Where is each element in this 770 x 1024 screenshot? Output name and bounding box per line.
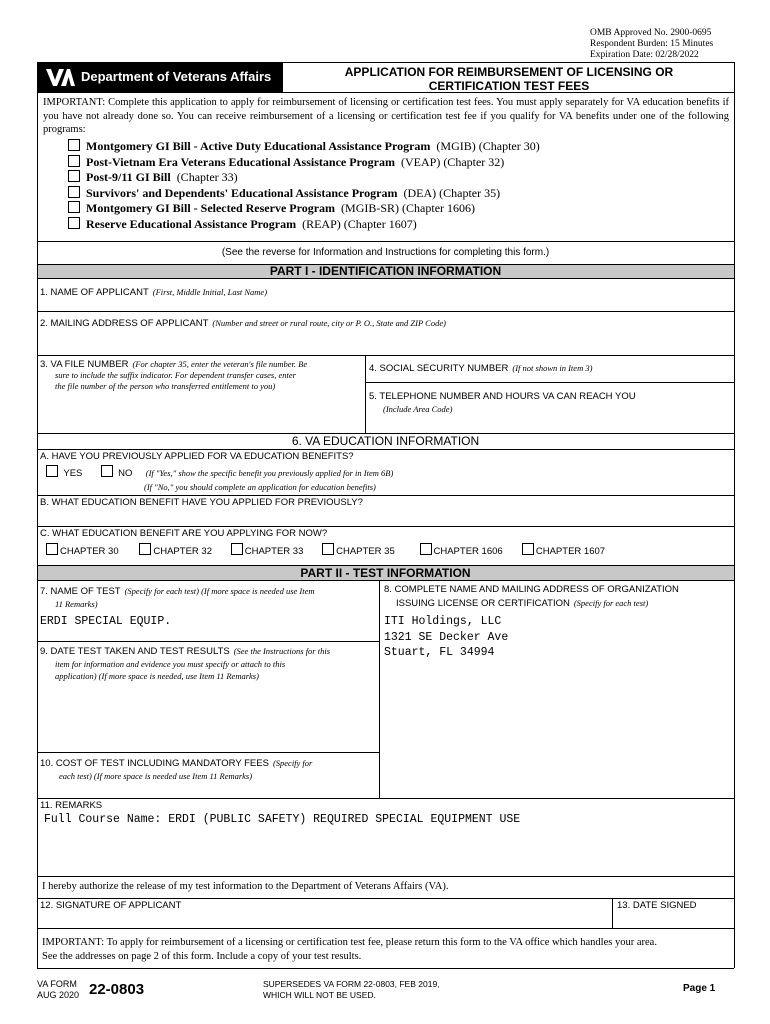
program-checkbox[interactable] bbox=[68, 139, 80, 151]
rule-header bbox=[37, 92, 734, 93]
option-label: CHAPTER 35 bbox=[336, 546, 395, 557]
item13-label: 13. DATE SIGNED bbox=[617, 900, 697, 911]
program-checkbox[interactable] bbox=[68, 155, 80, 167]
omb-block bbox=[590, 28, 713, 61]
form-title-line1: APPLICATION FOR REIMBURSEMENT OF LICENSING OR bbox=[344, 65, 674, 79]
item8-label-1: 8. COMPLETE NAME AND MAILING ADDRESS OF ORGANIZATION bbox=[384, 584, 679, 595]
chapter-checkbox[interactable] bbox=[522, 543, 534, 555]
no-checkbox[interactable] bbox=[101, 465, 113, 477]
chapter-checkbox[interactable] bbox=[420, 543, 432, 555]
item3-file-number-field[interactable] bbox=[40, 357, 360, 432]
item4-ssn-field[interactable] bbox=[369, 358, 729, 378]
item9-hint-3: application) (If more space is needed, use Item 11 Remarks) bbox=[55, 671, 259, 681]
item9-hint-1: (See the Instructions for this bbox=[233, 646, 331, 656]
item12-label: 12. SIGNATURE OF APPLICANT bbox=[40, 900, 182, 911]
item8-organization-field[interactable] bbox=[384, 584, 732, 664]
item6-title: 6. VA EDUCATION INFORMATION bbox=[291, 434, 480, 448]
item8-hint: (Specify for each test) bbox=[573, 598, 649, 608]
item3-hint-3: the file number of the person who transferred entitlement to you) bbox=[55, 381, 276, 391]
rule bbox=[37, 495, 734, 496]
item9-label: 9. DATE TEST TAKEN AND TEST RESULTS bbox=[40, 646, 230, 657]
option-chapter-1607[interactable] bbox=[522, 543, 622, 557]
option-label: CHAPTER 30 bbox=[60, 546, 119, 557]
form-title-line2: CERTIFICATION TEST FEES bbox=[428, 79, 590, 93]
supersedes-line1: SUPERSEDES VA FORM 22-0803, FEB 2019, bbox=[263, 979, 440, 989]
item2-label: 2. MAILING ADDRESS OF APPLICANT bbox=[40, 318, 209, 329]
part1-title: PART I - IDENTIFICATION INFORMATION bbox=[269, 264, 502, 278]
option-chapter-32[interactable] bbox=[139, 543, 228, 557]
rule bbox=[365, 382, 734, 383]
see-reverse-note: (See the reverse for Information and Instructions for completing this form.) bbox=[221, 247, 550, 258]
agency-name: Department of Veterans Affairs bbox=[81, 69, 272, 84]
item7-hint-2: 11 Remarks) bbox=[55, 599, 98, 609]
program-item bbox=[68, 186, 708, 202]
supersedes-line2: WHICH WILL NOT BE USED. bbox=[263, 990, 376, 1000]
form-title bbox=[284, 65, 734, 93]
rule bbox=[37, 968, 734, 969]
item11-value: Full Course Name: ERDI (PUBLIC SAFETY) REQUIRED SPECIAL EQUIPMENT USE bbox=[44, 813, 521, 826]
yes-label: YES bbox=[63, 468, 83, 479]
item7-hint-1: (Specify for each test) (If more space is needed use Item bbox=[124, 586, 315, 596]
program-name: Montgomery GI Bill - Selected Reserve Program bbox=[86, 201, 336, 216]
item1-label: 1. NAME OF APPLICANT bbox=[40, 287, 149, 298]
item8-value-3: Stuart, FL 34994 bbox=[384, 646, 495, 659]
chapter-checkbox[interactable] bbox=[139, 543, 151, 555]
program-name: Montgomery GI Bill - Active Duty Educational Assistance Program bbox=[86, 139, 431, 153]
option-chapter-1606[interactable] bbox=[420, 543, 520, 557]
program-checkbox[interactable] bbox=[68, 170, 80, 182]
expiration-date: Expiration Date: 02/28/2022 bbox=[590, 50, 699, 60]
item8-value-2: 1321 SE Decker Ave bbox=[384, 630, 509, 644]
program-list bbox=[68, 139, 708, 233]
item1-name-field[interactable] bbox=[40, 282, 730, 310]
item3-hint-2: sure to include the suffix indicator. For dependent transfer cases, enter bbox=[55, 370, 296, 380]
item5-telephone-field[interactable] bbox=[369, 391, 729, 429]
program-name: Post-9/11 GI Bill bbox=[86, 170, 171, 185]
option-label: CHAPTER 1606 bbox=[433, 546, 503, 557]
program-code: (VEAP) (Chapter 32) bbox=[400, 154, 505, 169]
important-bottom-line2: See the addresses on page 2 of this form. Include a copy of your test results. bbox=[42, 951, 362, 962]
rule bbox=[365, 355, 366, 433]
item2-address-field[interactable] bbox=[40, 313, 730, 351]
program-item bbox=[68, 217, 708, 233]
rule-programs bbox=[37, 241, 734, 242]
program-checkbox[interactable] bbox=[68, 186, 80, 198]
important-bottom-line1: IMPORTANT: To apply for reimbursement of a licensing or certification test fee, please return this form to the VA office which handles your area. bbox=[42, 937, 657, 948]
option-chapter-33[interactable] bbox=[231, 543, 320, 557]
rule bbox=[37, 355, 734, 356]
rule bbox=[37, 311, 734, 312]
option-label: CHAPTER 1607 bbox=[535, 546, 606, 557]
item11-remarks-field[interactable] bbox=[40, 800, 730, 874]
no-label: NO bbox=[118, 468, 133, 479]
item10-label: 10. COST OF TEST INCLUDING MANDATORY FEES bbox=[40, 758, 269, 769]
rule bbox=[37, 449, 734, 450]
item9-date-results-field[interactable] bbox=[40, 644, 376, 750]
item10-hint-2: each test) (If more space is needed use Item 11 Remarks) bbox=[59, 771, 253, 781]
item3-label: 3. VA FILE NUMBER bbox=[40, 359, 129, 370]
item10-hint-1: (Specify for bbox=[272, 758, 313, 768]
yes-checkbox[interactable] bbox=[46, 465, 58, 477]
item4-label: 4. SOCIAL SECURITY NUMBER bbox=[369, 363, 509, 374]
omb-approved: OMB Approved No. 2900-0695 bbox=[590, 28, 712, 38]
program-item bbox=[68, 170, 708, 186]
frame-top bbox=[37, 62, 734, 63]
authorize-statement: I hereby authorize the release of my test information to the Department of Veterans Affairs (VA). bbox=[42, 881, 449, 892]
item6a-hint-yes: (If "Yes," show the specific benefit you previously applied for in Item 6B) bbox=[145, 468, 394, 478]
item1-hint: (First, Middle Initial, Last Name) bbox=[152, 287, 268, 297]
item6a-hint-no: (If "No," you should complete an application for education benefits) bbox=[144, 482, 376, 492]
item12-signature-field[interactable] bbox=[40, 900, 608, 926]
item6a-options bbox=[46, 465, 393, 479]
program-item bbox=[68, 139, 708, 155]
program-code: (REAP) (Chapter 1607) bbox=[302, 216, 417, 231]
item6b-field[interactable] bbox=[40, 510, 730, 524]
item7-value: ERDI SPECIAL EQUIP. bbox=[40, 615, 172, 628]
rule bbox=[37, 580, 734, 581]
item6b-label: B. WHAT EDUCATION BENEFIT HAVE YOU APPLIED FOR PREVIOUSLY? bbox=[40, 497, 363, 508]
footer-date: AUG 2020 bbox=[37, 990, 80, 1000]
program-code: (Chapter 33) bbox=[176, 170, 238, 185]
rule bbox=[37, 526, 734, 527]
item6c-options bbox=[46, 543, 622, 557]
important-text: IMPORTANT: Complete this application to apply for reimbursement of licensing or certification test fees. You must apply separately for VA education benefits if you have not already done so. You can receive reimbursement of a licensing or certification test fee if you qualify for VA benefits under one of the following programs: bbox=[43, 97, 729, 135]
respondent-burden: Respondent Burden: 15 Minutes bbox=[590, 39, 714, 49]
rule bbox=[379, 580, 380, 798]
rule bbox=[37, 876, 734, 877]
frame-right bbox=[734, 62, 735, 968]
program-code: (MGIB) (Chapter 30) bbox=[436, 139, 540, 153]
program-name: Post-Vietnam Era Veterans Educational Assistance Program bbox=[86, 154, 395, 169]
footer-form-label bbox=[37, 979, 79, 1001]
rule bbox=[37, 278, 734, 279]
program-checkbox[interactable] bbox=[68, 217, 80, 229]
item5-label: 5. TELEPHONE NUMBER AND HOURS VA CAN REACH YOU bbox=[369, 391, 636, 402]
item9-hint-2: item for information and evidence you must specify or attach to this bbox=[55, 659, 286, 669]
option-label: CHAPTER 32 bbox=[153, 546, 212, 557]
item5-hint: (Include Area Code) bbox=[383, 404, 453, 414]
item10-cost-field[interactable] bbox=[40, 756, 376, 796]
rule bbox=[37, 641, 380, 642]
item6a-label: A. HAVE YOU PREVIOUSLY APPLIED FOR VA EDUCATION BENEFITS? bbox=[40, 451, 354, 462]
chapter-checkbox[interactable] bbox=[231, 543, 243, 555]
rule bbox=[37, 798, 734, 799]
page-number: Page 1 bbox=[683, 983, 716, 994]
program-item bbox=[68, 201, 708, 217]
option-chapter-30[interactable] bbox=[46, 543, 137, 557]
rule bbox=[612, 898, 613, 928]
program-code: (MGIB-SR) (Chapter 1606) bbox=[341, 201, 476, 216]
rule bbox=[37, 898, 734, 899]
chapter-checkbox[interactable] bbox=[322, 543, 334, 555]
va-seal-logo bbox=[45, 66, 75, 88]
item7-test-name-field[interactable] bbox=[40, 584, 376, 640]
footer-form-number: 22-0803 bbox=[89, 981, 145, 998]
item6c-label: C. WHAT EDUCATION BENEFIT ARE YOU APPLYING FOR NOW? bbox=[40, 528, 328, 539]
program-name: Reserve Educational Assistance Program bbox=[86, 216, 297, 231]
rule bbox=[37, 928, 734, 929]
item4-hint: (If not shown in Item 3) bbox=[512, 363, 593, 373]
item7-label: 7. NAME OF TEST bbox=[40, 586, 121, 597]
frame-left bbox=[37, 62, 38, 968]
item8-value-1: ITI Holdings, LLC bbox=[384, 615, 502, 628]
program-item bbox=[68, 155, 708, 171]
item8-label-2: ISSUING LICENSE OR CERTIFICATION bbox=[396, 598, 570, 609]
item3-hint-1: (For chapter 35, enter the veteran's file number. Be bbox=[132, 359, 308, 369]
chapter-checkbox[interactable] bbox=[46, 543, 58, 555]
part2-title: PART II - TEST INFORMATION bbox=[300, 566, 471, 580]
item11-label: 11. REMARKS bbox=[40, 800, 103, 811]
rule bbox=[37, 752, 380, 753]
option-label: CHAPTER 33 bbox=[244, 546, 304, 557]
important-bottom bbox=[42, 936, 732, 964]
item13-date-signed-field[interactable] bbox=[617, 900, 731, 926]
option-chapter-35[interactable] bbox=[322, 543, 417, 557]
footer-va-form: VA FORM bbox=[37, 979, 77, 989]
item2-hint: (Number and street or rural route, city or P. O., State and ZIP Code) bbox=[212, 318, 446, 328]
agency-banner bbox=[37, 62, 283, 92]
program-checkbox[interactable] bbox=[68, 201, 80, 213]
program-code: (DEA) (Chapter 35) bbox=[403, 185, 501, 200]
program-name: Survivors' and Dependents' Educational Assistance Program bbox=[86, 185, 398, 200]
footer-supersedes bbox=[263, 979, 440, 1001]
